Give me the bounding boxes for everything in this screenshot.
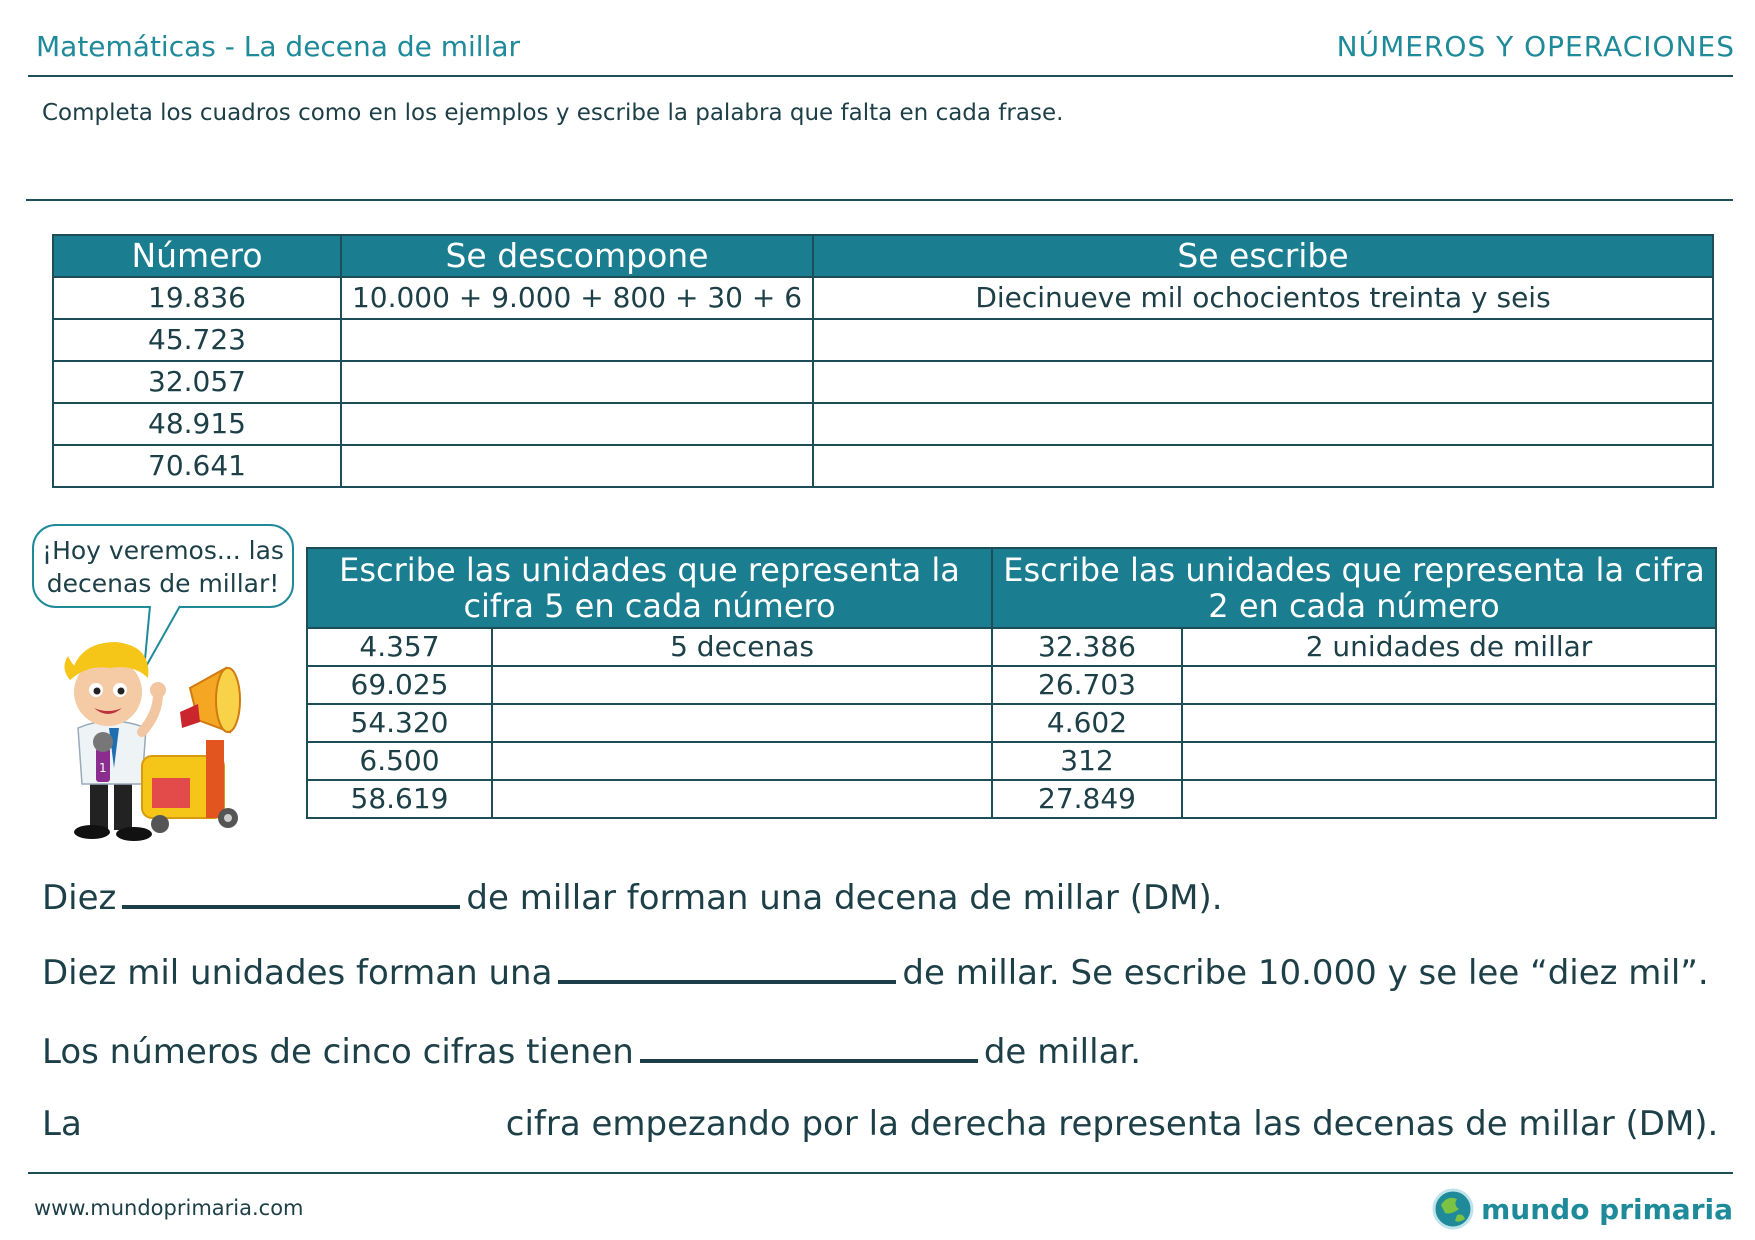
written-blank[interactable] [813,319,1713,361]
number-cell: 4.602 [992,704,1182,742]
worksheet-category: NÚMEROS Y OPERACIONES [1336,30,1735,63]
sentence-1-after: de millar forman una decena de millar (DM). [466,878,1223,918]
table-row [53,277,1713,319]
table-row [53,361,1713,403]
table-row [53,445,1713,487]
brand-logo [1431,1186,1733,1232]
decomposition-table [52,234,1714,488]
number-cell: 32.057 [53,361,341,403]
number-cell: 19.836 [53,277,341,319]
speech-line-2: decenas de millar! [46,569,280,598]
worksheet-title: Matemáticas - La decena de millar [36,30,521,63]
written-blank[interactable] [813,361,1713,403]
written-blank[interactable] [813,403,1713,445]
table-row [307,666,1716,704]
sentence-2-before: Diez mil unidades forman una [42,953,553,993]
table-row [307,628,1716,666]
table-header-row [53,235,1713,277]
sentence-2 [42,953,1709,993]
decomposition-blank[interactable] [341,361,813,403]
number-cell: 6.500 [307,742,492,780]
sentence-1-before: Diez [42,878,117,918]
table-row [307,780,1716,818]
globe-icon [1431,1187,1475,1231]
units-blank[interactable] [492,742,992,780]
number-cell: 4.357 [307,628,492,666]
header-se-escribe: Se escribe [813,235,1713,277]
units-blank[interactable] [1182,704,1716,742]
units-blank[interactable] [492,704,992,742]
sentence-2-after: de millar. Se escribe 10.000 y se lee “diez mil”. [902,953,1709,993]
table-row [53,403,1713,445]
units-answer: 5 decenas [492,628,992,666]
reporter-boy-illustration [30,628,275,848]
written-blank[interactable] [813,445,1713,487]
header-divider [28,75,1733,77]
units-blank[interactable] [1182,742,1716,780]
number-cell: 48.915 [53,403,341,445]
decomposition-blank[interactable] [341,319,813,361]
number-cell: 26.703 [992,666,1182,704]
sentence-1-blank[interactable] [122,879,460,909]
sentence-4-blank[interactable] [88,1105,500,1135]
units-blank[interactable] [492,666,992,704]
sentence-3-before: Los números de cinco cifras tienen [42,1032,634,1072]
sentence-4 [42,1104,1718,1144]
number-cell: 69.025 [307,666,492,704]
table-row [307,704,1716,742]
footer-divider [28,1172,1733,1174]
sentence-3-after: de millar. [983,1032,1142,1072]
sentence-4-after: cifra empezando por la derecha representa las decenas de millar (DM). [505,1104,1719,1144]
number-cell: 70.641 [53,445,341,487]
digit-value-table [306,547,1717,819]
decomposition-blank[interactable] [341,445,813,487]
header-cifra-5: Escribe las unidades que representa la cifra 5 en cada número [307,548,992,628]
speech-line-1: ¡Hoy veremos... las [42,536,284,565]
units-blank[interactable] [1182,666,1716,704]
number-cell: 58.619 [307,780,492,818]
written-answer: Diecinueve mil ochocientos treinta y seis [813,277,1713,319]
svg-text:1: 1 [99,761,107,775]
sentence-2-blank[interactable] [558,954,896,984]
decomposition-answer: 10.000 + 9.000 + 800 + 30 + 6 [341,277,813,319]
number-cell: 27.849 [992,780,1182,818]
sentence-3-blank[interactable] [640,1033,978,1063]
number-cell: 312 [992,742,1182,780]
header-numero: Número [53,235,341,277]
number-cell: 54.320 [307,704,492,742]
brand-name: mundo primaria [1481,1192,1733,1226]
speech-bubble [32,524,294,608]
header-cifra-2: Escribe las unidades que representa la cifra 2 en cada número [992,548,1716,628]
instructions-divider [26,199,1733,201]
table-header-row [307,548,1716,628]
sentence-1 [42,878,1223,918]
sentence-4-before: La [42,1104,82,1144]
table-row [307,742,1716,780]
header-se-descompone: Se descompone [341,235,813,277]
units-answer: 2 unidades de millar [1182,628,1716,666]
instructions: Completa los cuadros como en los ejemplos y escribe la palabra que falta en cada frase. [42,100,1064,126]
number-cell: 45.723 [53,319,341,361]
table-row [53,319,1713,361]
sentence-3 [42,1032,1141,1072]
number-cell: 32.386 [992,628,1182,666]
website-url[interactable]: www.mundoprimaria.com [34,1196,304,1220]
units-blank[interactable] [492,780,992,818]
decomposition-blank[interactable] [341,403,813,445]
units-blank[interactable] [1182,780,1716,818]
